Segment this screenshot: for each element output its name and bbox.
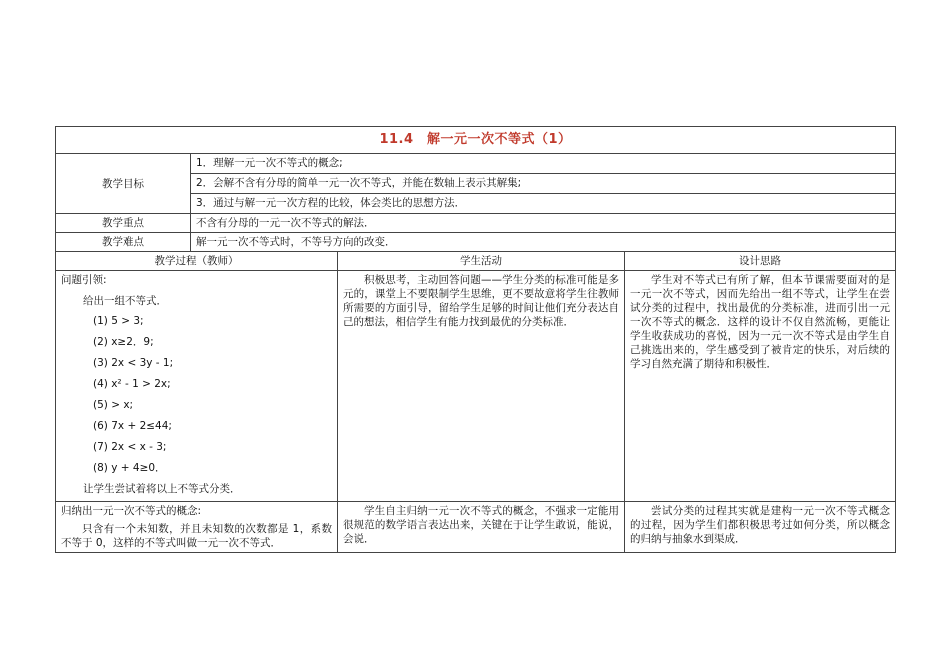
goal-item: 2．会解不含有分母的简单一元一次不等式，并能在数轴上表示其解集; — [191, 173, 895, 193]
key-point-text: 不含有分母的一元一次不等式的解法． — [191, 214, 896, 233]
section1-outro: 让学生尝试着将以上不等式分类． — [83, 483, 241, 495]
difficulty-row — [56, 233, 896, 252]
column-header-row — [56, 252, 896, 271]
section2-design-text: 尝试分类的过程其实就是建构一元一次不等式概念的过程，因为学生们都积极思考过如何分类，所以概念的归纳与抽象水到渠成． — [630, 505, 890, 545]
section2-definition: 只含有一个未知数，并且未知数的次数都是 1，系数不等于 0，这样的不等式叫做一元一次不等式． — [61, 523, 332, 549]
lesson-plan-table — [55, 126, 896, 553]
section2-heading: 归纳出一元一次不等式的概念: — [61, 505, 202, 517]
inequality-item: (8) y + 4≥0． — [93, 462, 166, 474]
inequality-item: (7) 2x < x - 3; — [93, 441, 167, 453]
inequality-item: (2) x≥2．9; — [93, 336, 154, 348]
inequality-item: (4) x² - 1 > 2x; — [93, 378, 171, 390]
goals-label: 教学目标 — [56, 154, 191, 214]
section2-design — [625, 502, 896, 553]
title-row — [56, 127, 896, 154]
section1-design — [625, 271, 896, 502]
section2-row — [56, 502, 896, 553]
inequality-item: (6) 7x + 2≤44; — [93, 420, 172, 432]
goals-list — [191, 154, 896, 214]
inequality-item: (1) 5 > 3; — [93, 315, 144, 327]
section2-student-text: 学生自主归纳一元一次不等式的概念，不强求一定能用很规范的数学语言表达出来，关键在于让学生敢说，能说，会说． — [343, 505, 619, 545]
section1-student — [338, 271, 625, 502]
inequality-item: (3) 2x < 3y - 1; — [93, 357, 174, 369]
column-header-design: 设计思路 — [625, 252, 896, 271]
section1-heading: 问题引领: — [61, 274, 107, 286]
section2-student — [338, 502, 625, 553]
difficulty-text: 解一元一次不等式时，不等号方向的改变． — [191, 233, 896, 252]
section1-teacher — [56, 271, 338, 502]
section1-row — [56, 271, 896, 502]
goal-item: 3．通过与解一元一次方程的比较，体会类比的思想方法． — [191, 193, 895, 213]
column-header-student: 学生活动 — [338, 252, 625, 271]
section1-design-text: 学生对不等式已有所了解，但本节课需要面对的是一元一次不等式，因而先给出一组不等式，让学生在尝试分类的过程中，找出最优的分类标准，进而引出一元一次不等式的概念．这样的设计不仅自然流畅，更能让学生收获成功的喜悦，因为一元一次不等式是由学生自己挑选出来的，学生感受到了被肯定的快乐，对后续的学习自然充满了期待和积极性． — [630, 274, 890, 370]
key-point-row — [56, 214, 896, 233]
section2-teacher — [56, 502, 338, 553]
section1-intro: 给出一组不等式． — [83, 295, 167, 307]
goals-row — [56, 154, 896, 214]
key-point-label: 教学重点 — [56, 214, 191, 233]
column-header-teacher: 教学过程（教师） — [56, 252, 338, 271]
difficulty-label: 教学难点 — [56, 233, 191, 252]
section1-student-text: 积极思考，主动回答问题——学生分类的标准可能是多元的，课堂上不要限制学生思维，更不要故意将学生往教师所需要的方面引导，留给学生足够的时间让他们充分表达自己的想法，相信学生有能力找到最优的分类标准． — [343, 274, 619, 328]
lesson-title: 11.4 解一元一次不等式（1） — [56, 127, 896, 154]
goal-item: 1．理解一元一次不等式的概念; — [196, 157, 343, 169]
inequality-item: (5) > x; — [93, 399, 134, 411]
